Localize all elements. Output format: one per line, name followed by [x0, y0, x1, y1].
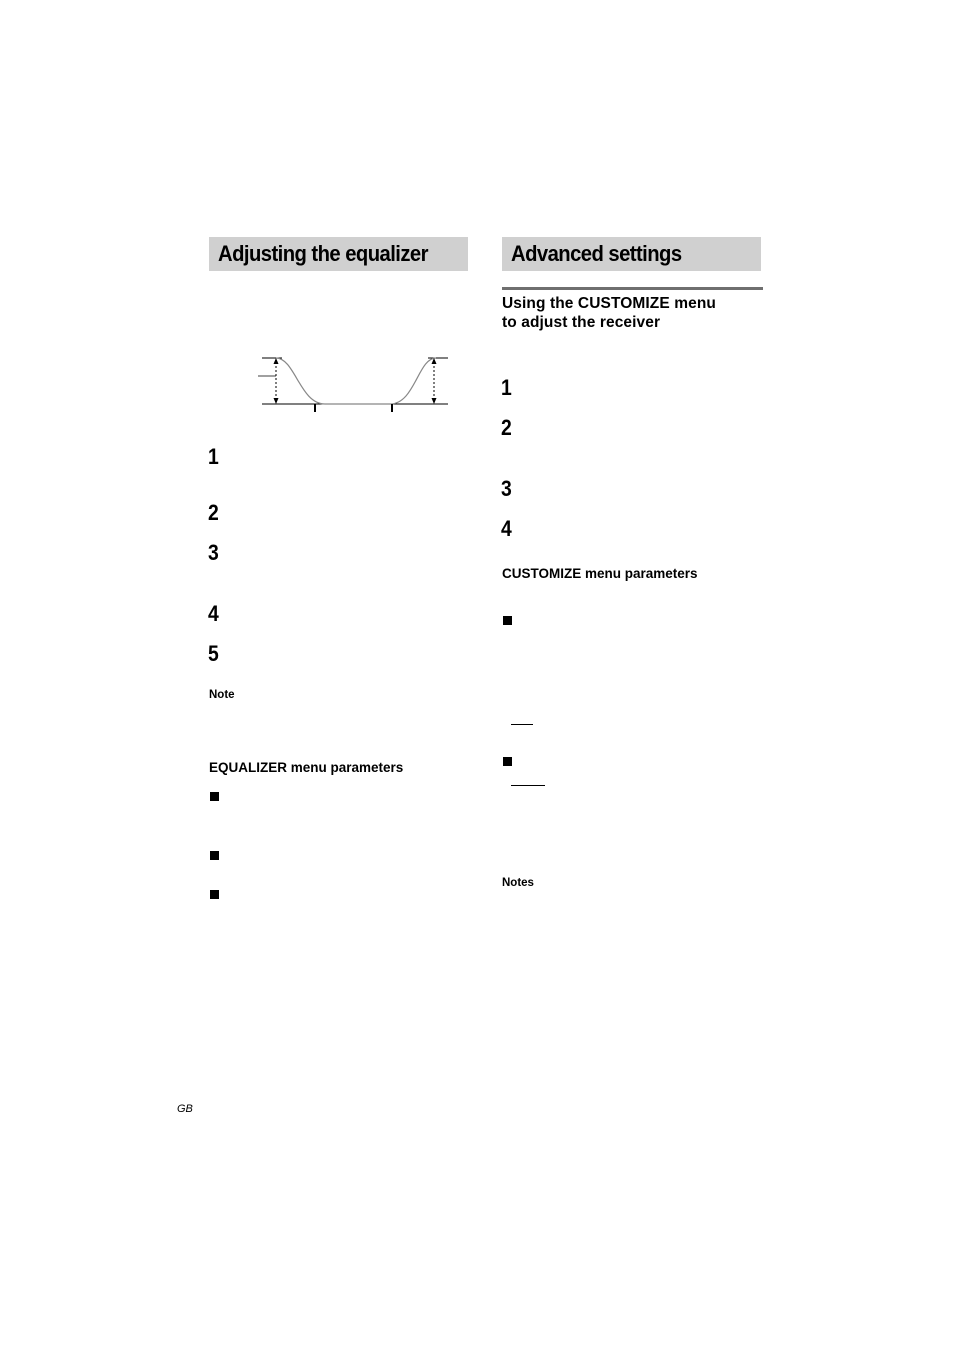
- subheading-rule: [502, 287, 763, 290]
- customize-subheading-line2: to adjust the receiver: [502, 314, 661, 331]
- left-step-number: 4: [208, 601, 219, 626]
- right-section-title: Advanced settings: [511, 241, 682, 266]
- right-step-number: 1: [501, 375, 512, 400]
- left-section-title: Adjusting the equalizer: [218, 241, 428, 266]
- diagram-curve: [276, 358, 436, 404]
- underline-mark: [511, 785, 545, 786]
- left-step-number: 5: [208, 641, 219, 666]
- customize-subheading-line1: Using the CUSTOMIZE menu: [502, 295, 716, 312]
- bullet-square-icon: [210, 890, 219, 899]
- left-section-banner: [209, 237, 468, 271]
- underline-mark: [511, 724, 533, 725]
- page-region-label: GB: [177, 1103, 193, 1115]
- notes-label: Notes: [502, 877, 534, 889]
- customize-params-heading: CUSTOMIZE menu parameters: [502, 566, 698, 581]
- right-step-number: 3: [501, 476, 512, 501]
- diagram-freq-marker-low: [314, 404, 316, 412]
- equalizer-params-heading: EQUALIZER menu parameters: [209, 760, 404, 775]
- left-step-number: 2: [208, 500, 219, 525]
- bullet-square-icon: [210, 851, 219, 860]
- bullet-square-icon: [503, 757, 512, 766]
- bullet-square-icon: [503, 616, 512, 625]
- diagram-freq-marker-high: [391, 404, 393, 412]
- right-step-number: 2: [501, 415, 512, 440]
- bullet-square-icon: [210, 792, 219, 801]
- left-step-number: 3: [208, 540, 219, 565]
- equalizer-curve-diagram: [250, 350, 455, 415]
- left-step-number: 1: [208, 444, 219, 469]
- right-step-number: 4: [501, 516, 512, 541]
- right-section-banner: [502, 237, 761, 271]
- note-label: Note: [209, 689, 235, 701]
